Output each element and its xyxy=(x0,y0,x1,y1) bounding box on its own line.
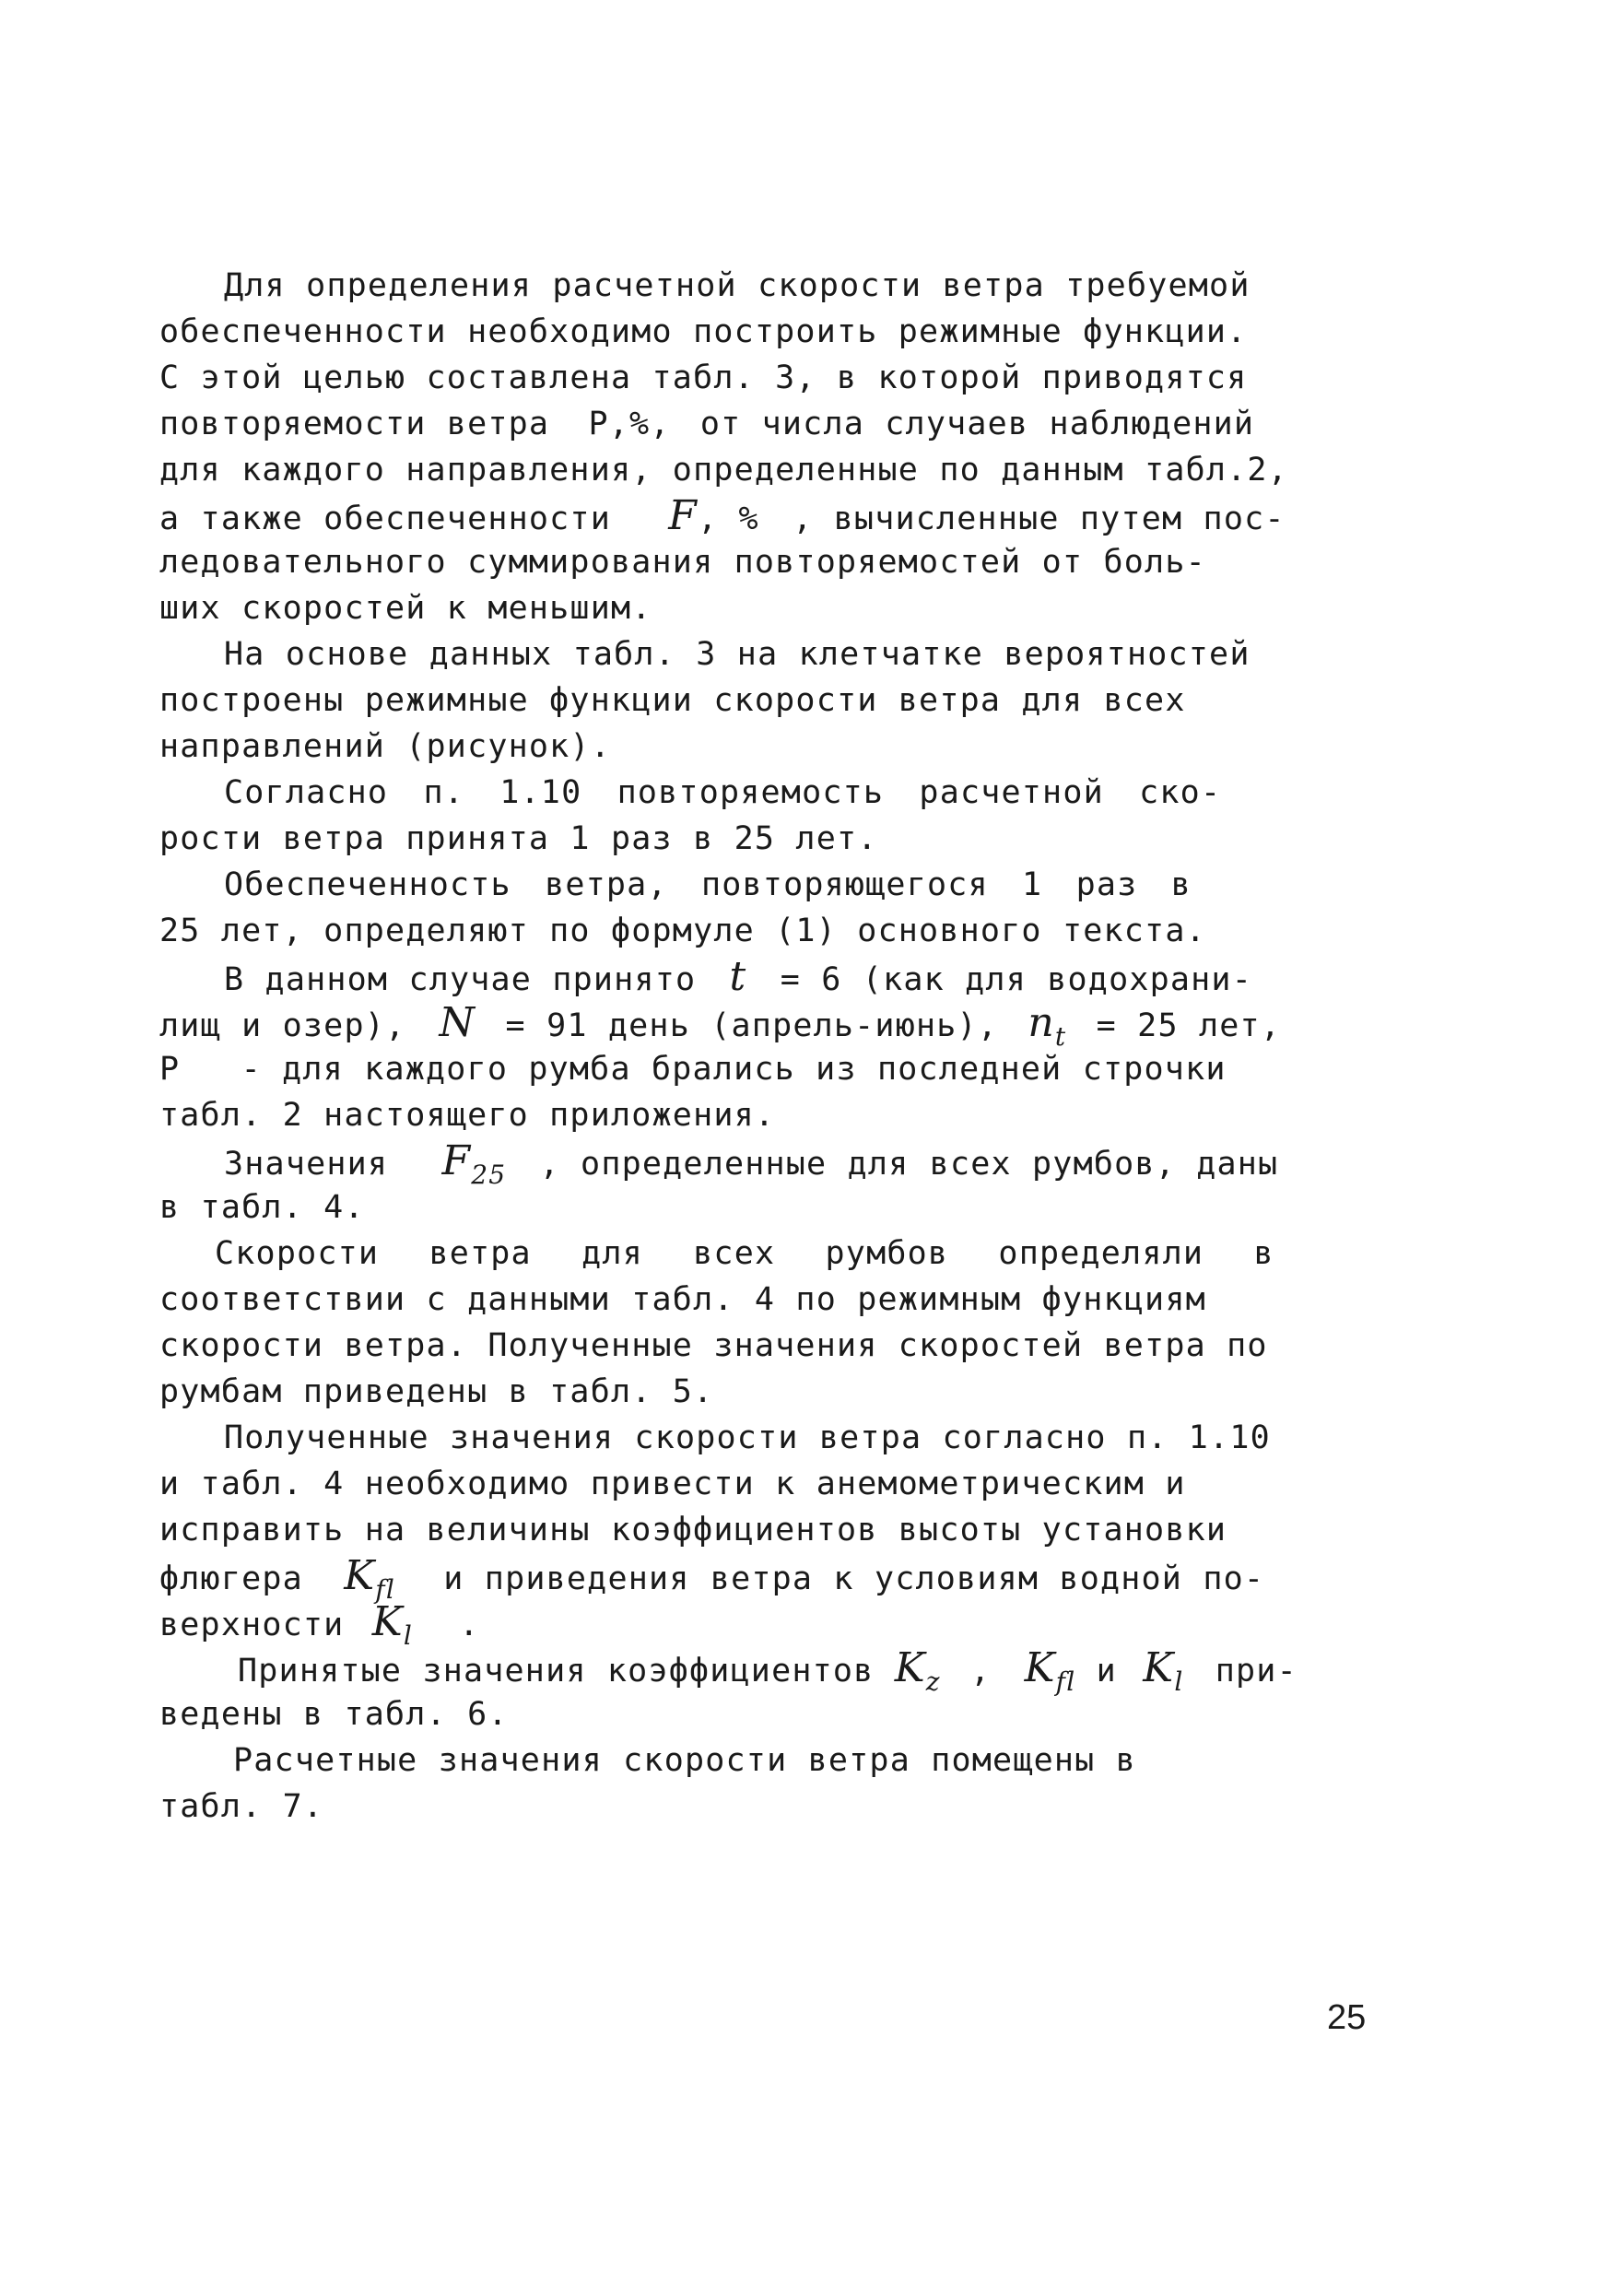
text-line: ледовательного суммирования повторяемостей от боль- xyxy=(159,544,1206,581)
text-segment: , % xyxy=(698,500,759,537)
symbol-n: N xyxy=(439,999,476,1046)
text-line: С этой целью составлена табл. 3, в которой приводятся xyxy=(159,359,1248,396)
text-segment: . xyxy=(459,1607,480,1643)
subscript: l xyxy=(1174,1666,1184,1697)
symbol-t: t xyxy=(729,953,747,1000)
text-segment: - для каждого румба брались из последней строчки xyxy=(241,1051,1227,1088)
text-segment: Принятые значения коэффициентов xyxy=(238,1653,875,1690)
text-segment: Значения xyxy=(224,1146,389,1183)
subscript: z xyxy=(925,1666,941,1697)
text-line: На основе данных табл. 3 на клетчатке вероятностей xyxy=(224,636,1251,673)
text-line: ших скоростей к меньшим. xyxy=(159,590,652,627)
subscript: fl xyxy=(1055,1666,1076,1697)
text-segment: и приведения ветра к условиям водной по- xyxy=(443,1560,1265,1597)
text-line: Расчетные значения скорости ветра помещены в xyxy=(233,1742,1136,1779)
text-segment: , вычисленные путем пос- xyxy=(793,500,1286,537)
text-line: построены режимные функции скорости ветра для всех xyxy=(159,682,1186,719)
text-line: ведены в табл. 6. xyxy=(159,1696,509,1733)
text-line: Обеспеченность ветра, повторяющегося 1 раз в xyxy=(224,866,1192,903)
symbol-k: K xyxy=(1024,1644,1056,1691)
text-line: соответствии с данными табл. 4 по режимным функциям xyxy=(159,1281,1206,1318)
text-segment: = 25 лет, xyxy=(1096,1007,1282,1044)
symbol-k: K xyxy=(344,1552,376,1599)
text-segment: P,%, xyxy=(588,406,671,442)
text-segment: флюгера xyxy=(159,1560,303,1597)
text-line: направлений (рисунок). xyxy=(159,728,611,765)
page-number: 25 xyxy=(1327,1998,1367,2037)
text-line xyxy=(159,1598,480,1651)
text-line xyxy=(159,492,1286,539)
text-line: Согласно п. 1.10 повторяемость расчетной ско- xyxy=(224,774,1222,811)
text-line xyxy=(159,1552,1265,1605)
text-segment: В данном случае принято xyxy=(224,961,697,998)
text-line: табл. 7. xyxy=(159,1788,324,1825)
symbol-p: P xyxy=(159,1051,181,1088)
symbol-k: K xyxy=(371,1598,404,1645)
text-segment: = 6 (как для водохрани- xyxy=(780,961,1252,998)
symbol-k: K xyxy=(1143,1644,1175,1691)
text-line: в табл. 4. xyxy=(159,1189,365,1226)
text-segment: от числа случаев наблюдений xyxy=(699,406,1255,442)
text-line: румбам приведены в табл. 5. xyxy=(159,1373,714,1410)
text-line: рости ветра принята 1 раз в 25 лет. xyxy=(159,820,878,857)
subscript: t xyxy=(1054,1021,1067,1052)
text-line: скорости ветра. Полученные значения скоростей ветра по xyxy=(159,1327,1268,1364)
subscript: l xyxy=(403,1620,413,1651)
text-segment: а также обеспеченности xyxy=(159,500,611,537)
text-line xyxy=(224,1137,1279,1190)
text-line xyxy=(159,1049,1227,1089)
subscript: 25 xyxy=(471,1160,507,1190)
text-line: табл. 2 настоящего приложения. xyxy=(159,1097,776,1134)
symbol-n-t: n xyxy=(1027,999,1055,1046)
text-line: Для определения расчетной скорости ветра требуемой xyxy=(224,267,1251,304)
text-line: Скорости ветра для всех румбов определяли в xyxy=(215,1235,1274,1272)
text-segment: верхности xyxy=(159,1607,345,1643)
text-line xyxy=(224,953,1252,1000)
text-segment: , xyxy=(970,1653,992,1690)
text-segment: , определенные для всех румбов, даны xyxy=(539,1146,1279,1183)
text-line xyxy=(238,1644,1298,1697)
text-line: Полученные значения скорости ветра согласно п. 1.10 xyxy=(224,1419,1271,1456)
text-segment: лищ и озер), xyxy=(159,1007,406,1044)
text-line xyxy=(159,404,1254,444)
symbol-f: F xyxy=(441,1137,472,1184)
symbol-f: F xyxy=(668,492,698,539)
text-segment: повторяемости ветра xyxy=(159,406,550,442)
text-segment: при- xyxy=(1215,1653,1298,1690)
text-line: обеспеченности необходимо построить режимные функции. xyxy=(159,313,1248,350)
text-line: для каждого направления, определенные по данным табл.2, xyxy=(159,452,1288,489)
text-line xyxy=(159,999,1282,1052)
text-segment: = 91 день (апрель-июнь), xyxy=(505,1007,999,1044)
text-segment: и xyxy=(1096,1653,1117,1690)
symbol-k: K xyxy=(894,1644,926,1691)
subscript: fl xyxy=(375,1574,395,1605)
text-line: 25 лет, определяют по формуле (1) основного текста. xyxy=(159,913,1206,949)
text-line: и табл. 4 необходимо привести к анемометрическим и xyxy=(159,1466,1186,1502)
text-line: исправить на величины коэффициентов высоты установки xyxy=(159,1512,1227,1548)
